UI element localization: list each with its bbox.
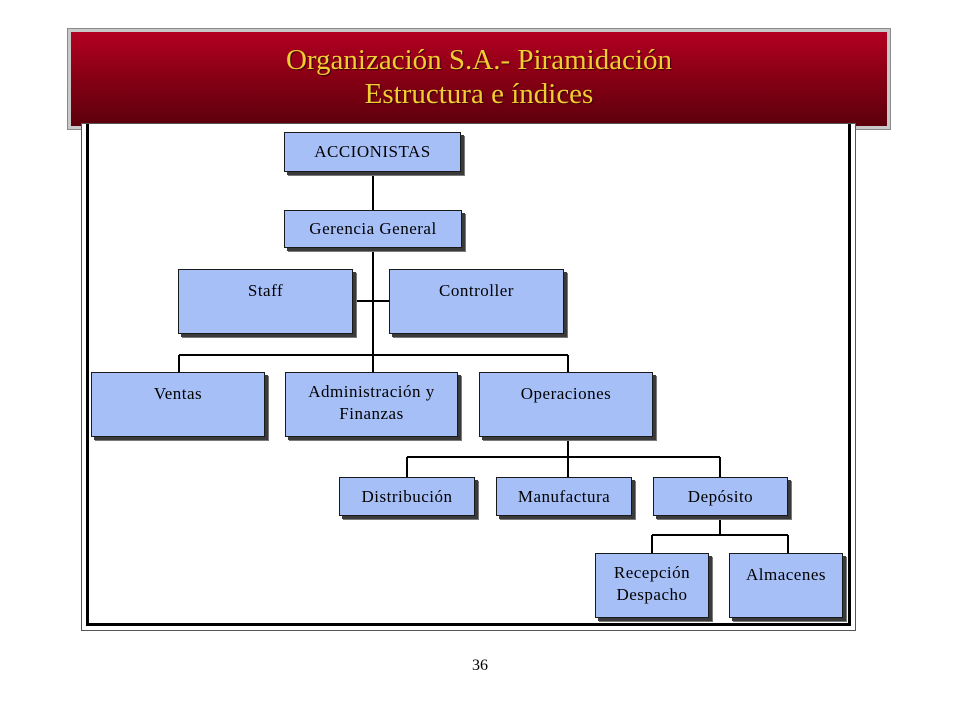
node-manufactura-label: Manufactura [517, 486, 611, 506]
node-deposito [653, 477, 788, 516]
node-staff-label: Staff [247, 281, 284, 300]
node-distribucion [339, 477, 475, 516]
node-accionistas [284, 132, 461, 172]
node-almacenes [729, 553, 843, 618]
node-ventas [91, 372, 265, 437]
node-administracion-finanzas-label: Administración y Finanzas [308, 382, 435, 423]
page-number: 36 [472, 657, 488, 674]
node-recepcion-despacho [595, 553, 709, 618]
node-operaciones-label: Operaciones [520, 384, 612, 403]
node-controller [389, 269, 564, 334]
node-controller-label: Controller [439, 281, 514, 300]
title-line-1: Organización S.A.- Piramidación [285, 44, 673, 76]
node-gerencia-general [284, 210, 462, 248]
node-administracion-finanzas [285, 372, 458, 437]
node-distribucion-label: Distribución [361, 486, 453, 506]
node-deposito-label: Depósito [687, 486, 754, 506]
node-operaciones [479, 372, 653, 437]
node-gerencia-general-label: Gerencia General [309, 219, 437, 238]
node-accionistas-label: ACCIONISTAS [314, 142, 431, 161]
node-manufactura [496, 477, 632, 516]
node-staff [178, 269, 353, 334]
node-ventas-label: Ventas [153, 384, 203, 403]
title-line-2: Estructura e índices [364, 78, 594, 110]
node-almacenes-label: Almacenes [745, 565, 827, 584]
node-recepcion-despacho-label: Recepción Despacho [613, 563, 691, 604]
